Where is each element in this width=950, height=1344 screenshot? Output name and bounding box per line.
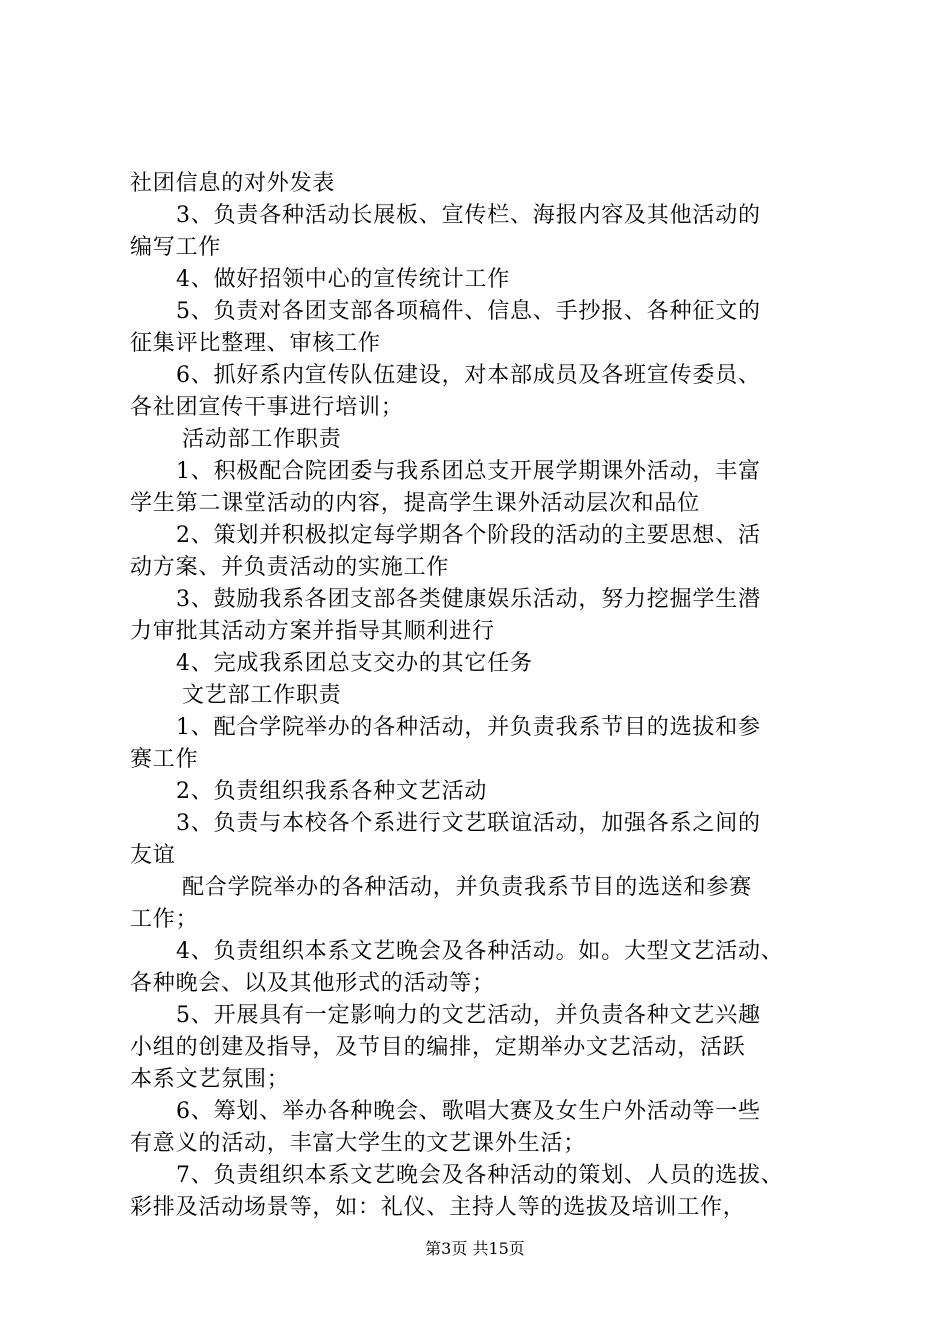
text-line: 活动部工作职责 bbox=[182, 427, 342, 452]
text-line: 友谊 bbox=[130, 843, 176, 868]
text-line: 5、负责对各团支部各项稿件、信息、手抄报、各种征文的 bbox=[176, 299, 761, 324]
text-line: 配合学院举办的各种活动，并负责我系节目的选送和参赛 bbox=[182, 875, 753, 900]
text-line: 7、负责组织本系文艺晚会及各种活动的策划、人员的选拔、 bbox=[176, 1163, 784, 1188]
text-line: 动方案、并负责活动的实施工作 bbox=[130, 555, 450, 580]
text-line: 有意义的活动，丰富大学生的文艺课外生活； bbox=[130, 1131, 587, 1156]
text-line: 社团信息的对外发表 bbox=[130, 171, 336, 196]
text-line: 工作； bbox=[130, 907, 199, 932]
page-footer: 第3页 共15页 bbox=[425, 1239, 525, 1258]
text-line: 4、做好招领中心的宣传统计工作 bbox=[176, 267, 510, 292]
text-line: 各社团宣传干事进行培训； bbox=[130, 395, 404, 420]
text-line: 小组的创建及指导，及节目的编排，定期举办文艺活动，活跃 bbox=[130, 1035, 746, 1060]
text-line: 文艺部工作职责 bbox=[182, 683, 342, 708]
text-line: 3、负责与本校各个系进行文艺联谊活动，加强各系之间的 bbox=[176, 811, 761, 836]
text-line: 力审批其活动方案并指导其顺利进行 bbox=[130, 619, 495, 644]
text-line: 学生第二课堂活动的内容，提高学生课外活动层次和品位 bbox=[130, 491, 701, 516]
text-line: 各种晚会、以及其他形式的活动等； bbox=[130, 971, 495, 996]
document-body bbox=[130, 168, 830, 1224]
text-line: 6、抓好系内宣传队伍建设，对本部成员及各班宣传委员、 bbox=[176, 363, 761, 388]
text-line: 3、鼓励我系各团支部各类健康娱乐活动，努力挖掘学生潜 bbox=[176, 587, 761, 612]
text-line: 2、负责组织我系各种文艺活动 bbox=[176, 779, 488, 804]
text-line: 本系文艺氛围； bbox=[130, 1067, 290, 1092]
text-line: 6、筹划、举办各种晚会、歌唱大赛及女生户外活动等一些 bbox=[176, 1099, 761, 1124]
text-line: 1、配合学院举办的各种活动，并负责我系节目的选拔和参 bbox=[176, 715, 761, 740]
text-line: 编写工作 bbox=[130, 235, 222, 260]
text-line: 3、负责各种活动长展板、宣传栏、海报内容及其他活动的 bbox=[176, 203, 761, 228]
text-line: 彩排及活动场景等，如：礼仪、主持人等的选拔及培训工作， bbox=[130, 1195, 746, 1220]
text-line: 1、积极配合院团委与我系团总支开展学期课外活动，丰富 bbox=[176, 459, 761, 484]
text-line: 5、开展具有一定影响力的文艺活动，并负责各种文艺兴趣 bbox=[176, 1003, 761, 1028]
text-line: 赛工作 bbox=[130, 747, 199, 772]
text-line: 2、策划并积极拟定每学期各个阶段的活动的主要思想、活 bbox=[176, 523, 761, 548]
text-line: 4、负责组织本系文艺晚会及各种活动。如。大型文艺活动、 bbox=[176, 939, 784, 964]
text-line: 4、完成我系团总支交办的其它任务 bbox=[176, 651, 533, 676]
text-line: 征集评比整理、审核工作 bbox=[130, 331, 381, 356]
